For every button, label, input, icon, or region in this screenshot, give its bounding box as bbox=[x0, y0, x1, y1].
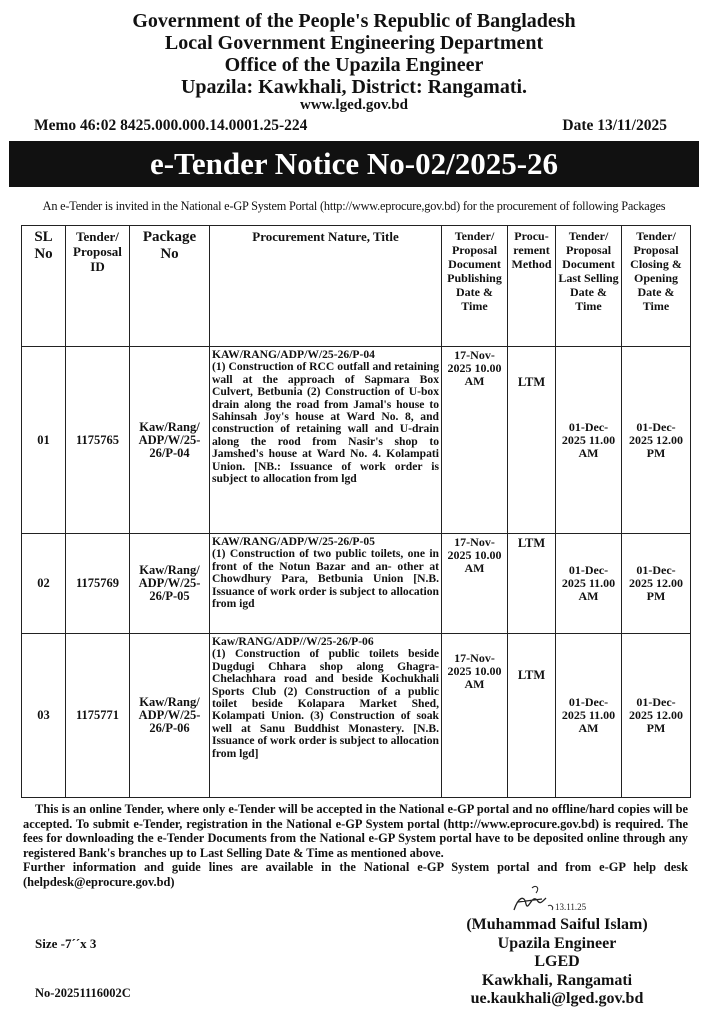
row-tender-id: 1175765 bbox=[66, 347, 130, 534]
row-closing-date: 01-Dec- 2025 12.00 PM bbox=[622, 634, 691, 798]
intro-text: An e-Tender is invited in the National e-GP System Portal (http://www.eprocure,gov.bd) for the procurement of following Packages bbox=[42, 199, 666, 213]
row-description bbox=[210, 347, 442, 534]
notice-title-banner: e-Tender Notice No-02/2025-26 bbox=[9, 141, 699, 187]
row-package: Kaw/Rang/ ADP/W/25- 26/P-04 bbox=[130, 347, 210, 534]
header-department: Local Government Engineering Department bbox=[164, 32, 544, 54]
row-work-details: (1) Construction of RCC outfall and retaining wall at the approach of Sapmara Box Culvert, Betbunia (2) Construction of U-box drain along the road from Jamal's house to Sahinsah Joy's house at Ward No. 8, and construction of retaining wall and U-drain along the rood from Nasir's shop to Jamshed's house at Ward No. 4. Kolampati Union. [NB.: Issuance of work order is subject to allocation from lgd bbox=[212, 360, 439, 486]
row-selling-date: 01-Dec- 2025 11.00 AM bbox=[556, 634, 622, 798]
row-sl: 03 bbox=[22, 634, 66, 798]
row-method: LTM bbox=[508, 634, 556, 798]
instructions-paragraph-1: This is an online Tender, where only e-Tender will be accepted in the National e-GP portal and no offline/hard copies will be accepted. To submit e-Tender, registration in the National e-GP System portal (http://www.eprocure.gov.bd) is required. The fees for downloading the e-Tender Documents from the National e-GP System portal have to be deposited online through any registered Bank's branches up to Last Selling Date & Time as mentioned above. bbox=[23, 802, 688, 860]
instructions-paragraph-2: Further information and guide lines are available in the National e-GP System portal and from e-GP help desk (helpdesk@eprocure.gov.bd) bbox=[23, 860, 688, 889]
signer-title: Upazila Engineer bbox=[497, 934, 617, 952]
memo-number: Memo 46:02 8425.000.000.14.0001.25-224 bbox=[34, 117, 308, 134]
row-closing-date: 01-Dec- 2025 12.00 PM bbox=[622, 347, 691, 534]
row-sl: 01 bbox=[22, 347, 66, 534]
row-tender-id: 1175771 bbox=[66, 634, 130, 798]
row-publishing-date: 17-Nov- 2025 10.00 AM bbox=[442, 347, 508, 534]
row-publishing-date: 17-Nov- 2025 10.00 AM bbox=[442, 534, 508, 634]
notice-date: Date 13/11/2025 bbox=[562, 117, 667, 134]
header-office: Office of the Upazila Engineer bbox=[224, 54, 484, 76]
row-method: LTM bbox=[508, 347, 556, 534]
header-website: www.lged.gov.bd bbox=[300, 97, 408, 113]
row-tender-id: 1175769 bbox=[66, 534, 130, 634]
row-closing-date: 01-Dec- 2025 12.00 PM bbox=[622, 534, 691, 634]
row-title-code: KAW/RANG/ADP/W/25-26/P-04 bbox=[212, 348, 375, 361]
signature-date: 13.11.25 bbox=[555, 902, 587, 912]
row-package: Kaw/Rang/ ADP/W/25- 26/P-06 bbox=[130, 634, 210, 798]
header-sl: SL No bbox=[22, 226, 66, 347]
table-row bbox=[22, 534, 691, 634]
row-package: Kaw/Rang/ ADP/W/25- 26/P-05 bbox=[130, 534, 210, 634]
header-location: Upazila: Kawkhali, District: Rangamati. bbox=[180, 76, 528, 98]
instructions-text bbox=[23, 802, 688, 890]
row-description bbox=[210, 634, 442, 798]
row-title-code: Kaw/RANG/ADP//W/25-26/P-06 bbox=[212, 635, 374, 648]
header-tender-id: Tender/ Proposal ID bbox=[66, 226, 130, 347]
row-selling-date: 01-Dec- 2025 11.00 AM bbox=[556, 347, 622, 534]
row-publishing-date: 17-Nov- 2025 10.00 AM bbox=[442, 634, 508, 798]
size-note: Size -7´´x 3 bbox=[35, 936, 97, 951]
header-method: Procu- rement Method bbox=[508, 226, 556, 347]
row-selling-date: 01-Dec- 2025 11.00 AM bbox=[556, 534, 622, 634]
header-nature: Procurement Nature, Title bbox=[210, 226, 442, 347]
header-package: Package No bbox=[130, 226, 210, 347]
table-row bbox=[22, 634, 691, 798]
header-closing: Tender/ Proposal Closing & Opening Date & Time bbox=[622, 226, 691, 347]
header-government: Government of the People's Republic of Bangladesh bbox=[132, 10, 576, 32]
row-work-details: (1) Construction of two public toilets, one in front of the Notun Bazar and an- other at Chowdhury Para, Betbunia Union [N.B. Issuance of work order is subject to allocation from igd bbox=[212, 547, 439, 611]
row-method: LTM bbox=[508, 534, 556, 634]
header-publishing: Tender/ Proposal Document Publishing Date & Time bbox=[442, 226, 508, 347]
signer-name: (Muhammad Saiful Islam) bbox=[466, 916, 648, 933]
row-title-code: KAW/RANG/ADP/W/25-26/P-05 bbox=[212, 535, 375, 548]
row-work-details: (1) Construction of public toilets beside Dugdugi Chhara shop along Ghagra-Chelachhara road and beside Kochukhali Sports Club (2) Construction of a public toilet beside Kolapara Market Shed, Kolampati Union. (3) Construction of soak well at Sanu Buddhist Monastery. [N.B. Issuance of work order is subject to allocation from lgd] bbox=[212, 647, 439, 760]
header-selling: Tender/ Proposal Document Last Selling Date & Time bbox=[556, 226, 622, 347]
signer-email: ue.kaukhali@lged.gov.bd bbox=[470, 990, 644, 1008]
tender-table bbox=[21, 225, 691, 798]
signer-organization: LGED bbox=[534, 953, 580, 971]
signature-block bbox=[432, 916, 682, 1009]
row-sl: 02 bbox=[22, 534, 66, 634]
table-header-row bbox=[22, 226, 691, 347]
table-row bbox=[22, 347, 691, 534]
reference-number: No-20251116002C bbox=[35, 986, 131, 1000]
signer-location: Kawkhali, Rangamati bbox=[481, 971, 633, 989]
row-description bbox=[210, 534, 442, 634]
